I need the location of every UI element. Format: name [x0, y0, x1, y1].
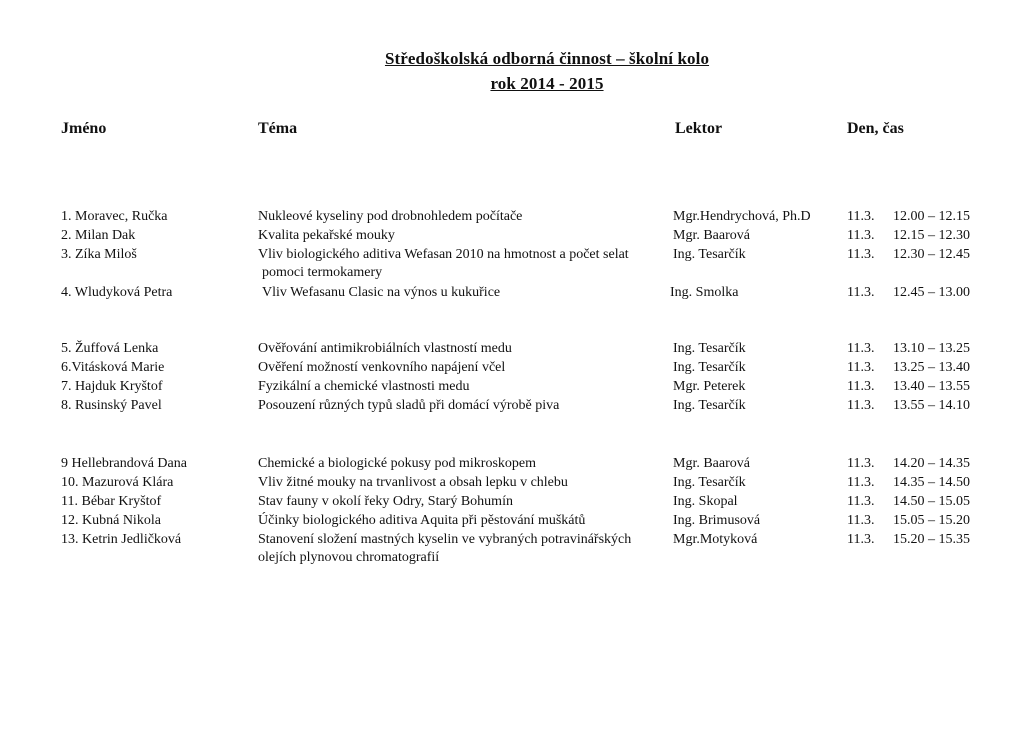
- row-lector: Mgr.Motyková: [673, 532, 758, 547]
- row-day: 11.3.: [847, 475, 875, 490]
- row-time: 14.35 – 14.50: [893, 475, 970, 490]
- row-day: 11.3.: [847, 360, 875, 375]
- row-topic: Ověřování antimikrobiálních vlastností medu: [258, 341, 512, 356]
- row-name: 8. Rusinský Pavel: [61, 398, 162, 413]
- row-topic: Vliv Wefasanu Clasic na výnos u kukuřice: [262, 285, 501, 300]
- row-lector: Ing. Tesarčík: [673, 360, 746, 375]
- row-time: 13.40 – 13.55: [893, 379, 970, 394]
- row-day: 11.3.: [847, 341, 875, 356]
- row-day: 11.3.: [847, 398, 875, 413]
- row-lector: Ing. Smolka: [670, 285, 739, 300]
- row-topic: Vliv biologického aditiva Wefasan 2010 na hmotnost a počet selat: [258, 247, 629, 262]
- row-lector: Ing. Tesarčík: [673, 247, 746, 262]
- row-lector: Mgr. Peterek: [673, 379, 746, 394]
- row-topic: Nukleové kyseliny pod drobnohledem počítače: [258, 209, 523, 224]
- row-lector: Mgr. Baarová: [673, 228, 750, 243]
- row-lector: Ing. Brimusová: [673, 513, 761, 528]
- row-day: 11.3.: [847, 247, 875, 262]
- row-topic-continued: olejích plynovou chromatografií: [258, 550, 440, 565]
- row-name: 12. Kubná Nikola: [61, 513, 161, 528]
- row-day: 11.3.: [847, 379, 875, 394]
- row-time: 12.30 – 12.45: [893, 247, 970, 262]
- document-subtitle: rok 2014 - 2015: [490, 74, 604, 93]
- row-time: 12.45 – 13.00: [893, 285, 970, 300]
- row-day: 11.3.: [847, 456, 875, 471]
- row-name: 9 Hellebrandová Dana: [61, 456, 187, 471]
- row-time: 14.20 – 14.35: [893, 456, 970, 471]
- header-lector: Lektor: [675, 120, 723, 137]
- row-time: 13.25 – 13.40: [893, 360, 970, 375]
- row-name: 2. Milan Dak: [61, 228, 136, 243]
- row-day: 11.3.: [847, 513, 875, 528]
- row-name: 13. Ketrin Jedličková: [61, 532, 182, 547]
- row-lector: Ing. Tesarčík: [673, 341, 746, 356]
- header-time: Den, čas: [847, 120, 904, 137]
- row-name: 1. Moravec, Ručka: [61, 209, 168, 224]
- row-time: 15.05 – 15.20: [893, 513, 970, 528]
- row-topic: Fyzikální a chemické vlastnosti medu: [258, 379, 470, 394]
- row-lector: Ing. Skopal: [673, 494, 738, 509]
- row-time: 12.15 – 12.30: [893, 228, 970, 243]
- row-name: 7. Hajduk Kryštof: [61, 379, 163, 394]
- row-time: 14.50 – 15.05: [893, 494, 970, 509]
- header-name: Jméno: [61, 120, 107, 137]
- row-lector: Mgr.Hendrychová, Ph.D: [673, 209, 811, 224]
- row-time: 13.55 – 14.10: [893, 398, 970, 413]
- row-name: 5. Žuffová Lenka: [61, 341, 159, 356]
- row-topic: Posouzení různých typů sladů při domácí výrobě piva: [258, 398, 560, 413]
- row-time: 15.20 – 15.35: [893, 532, 970, 547]
- row-topic: Ověření možností venkovního napájení včel: [258, 360, 506, 375]
- row-day: 11.3.: [847, 285, 875, 300]
- row-topic: Kvalita pekařské mouky: [258, 228, 395, 243]
- row-topic: Účinky biologického aditiva Aquita při pěstování muškátů: [258, 513, 586, 528]
- row-lector: Ing. Tesarčík: [673, 475, 746, 490]
- row-time: 12.00 – 12.15: [893, 209, 970, 224]
- row-topic: Stav fauny v okolí řeky Odry, Starý Bohumín: [258, 494, 513, 509]
- row-day: 11.3.: [847, 209, 875, 224]
- row-name: 11. Bébar Kryštof: [61, 494, 162, 509]
- document-title: Středoškolská odborná činnost – školní kolo: [384, 49, 710, 68]
- row-topic: Vliv žitné mouky na trvanlivost a obsah lepku v chlebu: [258, 475, 568, 490]
- row-topic: Chemické a biologické pokusy pod mikroskopem: [258, 456, 537, 471]
- row-name: 3. Zíka Miloš: [61, 247, 137, 262]
- row-name: 10. Mazurová Klára: [61, 475, 174, 490]
- row-day: 11.3.: [847, 532, 875, 547]
- row-name: 4. Wludyková Petra: [61, 285, 173, 300]
- row-lector: Ing. Tesarčík: [673, 398, 746, 413]
- row-topic: Stanovení složení mastných kyselin ve vybraných potravinářských: [258, 532, 632, 547]
- row-name: 6.Vitásková Marie: [61, 360, 165, 375]
- header-topic: Téma: [258, 120, 298, 137]
- row-day: 11.3.: [847, 228, 875, 243]
- row-time: 13.10 – 13.25: [893, 341, 970, 356]
- row-lector: Mgr. Baarová: [673, 456, 750, 471]
- row-topic-continued: pomoci termokamery: [262, 265, 383, 280]
- row-day: 11.3.: [847, 494, 875, 509]
